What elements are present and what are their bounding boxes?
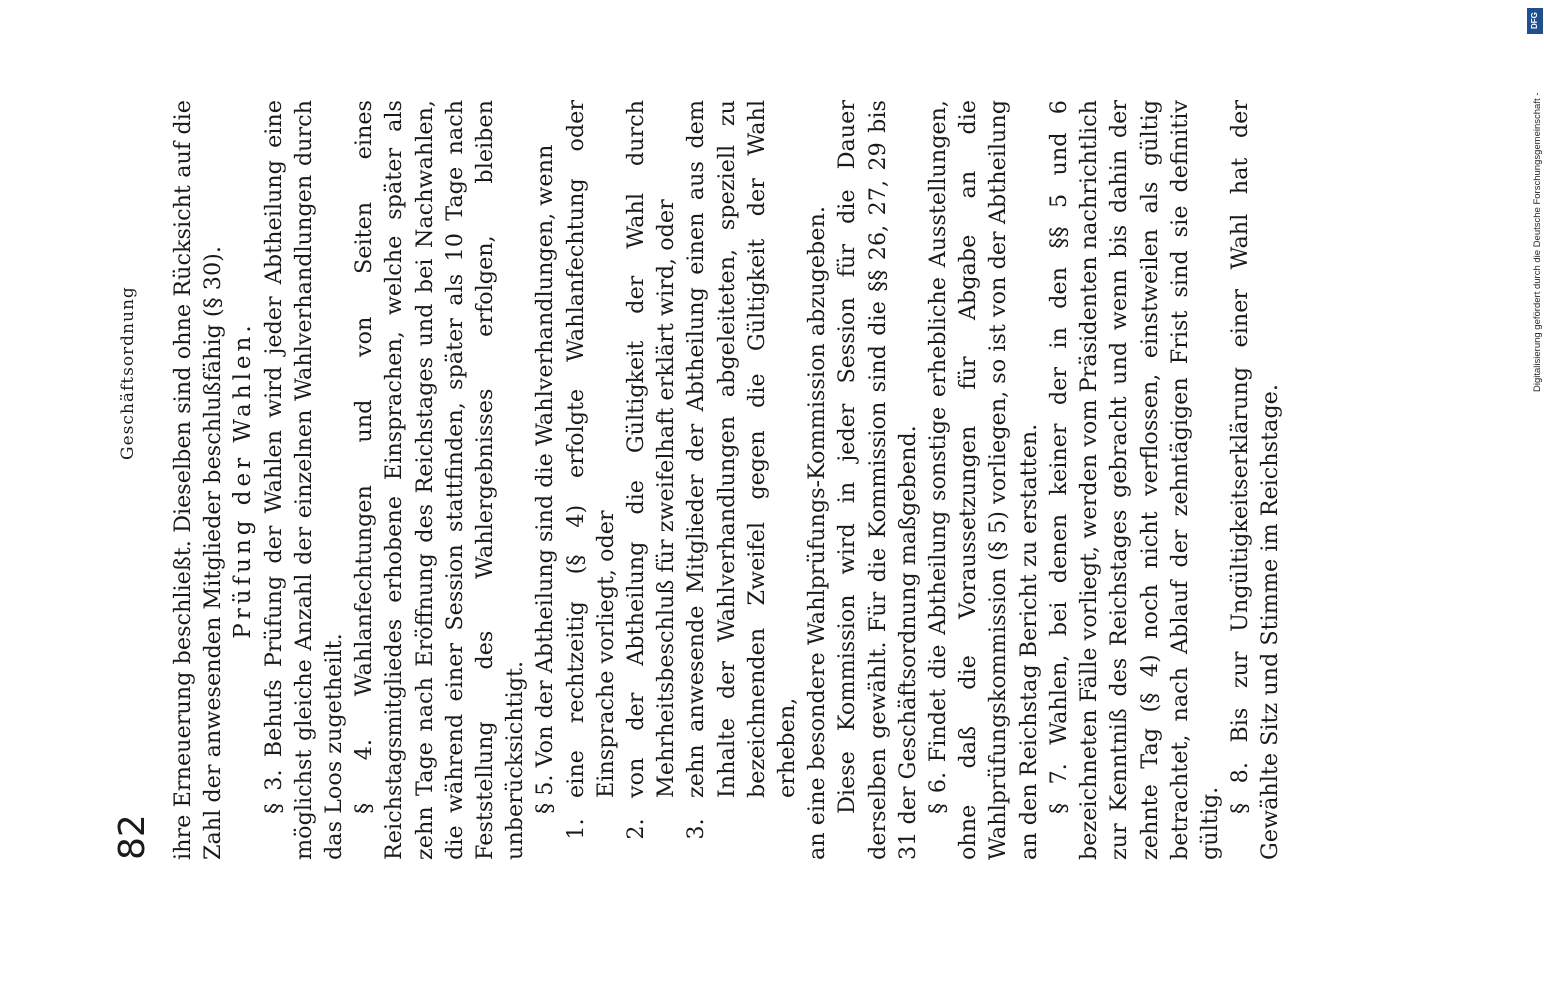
list-item-1 [561, 100, 621, 860]
paragraph-section-5: § 5. Von der Abtheilung sind die Wahlverhandlungen, wenn [532, 144, 559, 814]
body-text [168, 100, 1286, 860]
paragraph-section-6: § 6. Findet die Abtheilung sonstige erhebliche Ausstellungen, ohne daß die Voraussetzungen für Abgabe an die Wahlprüfungskommission (§ 5) vorliegen, so ist von der Abtheilung an den Reichstag Bericht zu erstatten. [925, 100, 1042, 860]
section-title: Prüfung der Wahlen. [230, 321, 257, 639]
page-header [112, 100, 156, 860]
paragraph-section-7: § 7. Wahlen, bei denen keiner der in den §§ 5 und 6 bezeichneten Fälle vorliegt, werden vom Präsidenten nachrichtlich zur Kenntniß des Reichstages gebracht und wenn bis dahin der zehnte Tag (§ 4) noch nicht verflossen, einstweilen als gültig betrachtet, nach Ablauf der zehntägigen Frist sind sie definitiv gültig. [1045, 100, 1223, 860]
paragraph-commission: Diese Kommission wird in jeder Session für die Dauer derselben gewählt. Für die Kommission sind die §§ 26, 27, 29 bis 31 der Geschäftsordnung maßgebend. [834, 100, 921, 860]
paragraph-1: ihre Erneuerung beschließt. Dieselben sind ohne Rücksicht auf die Zahl der anwesenden Mitglieder beschlußfähig (§ 30). [170, 100, 227, 860]
list-item-text: von der Abtheilung die Gültigkeit der Wahl durch Mehrheitsbeschluß für zweifelhaft erklärt wird, oder [623, 100, 680, 798]
list-item-text: eine rechtzeitig (§ 4) erfolgte Wahlanfechtung oder Einsprache vorliegt, oder [562, 100, 619, 798]
digitization-credit [1530, 8, 1544, 392]
paragraph-section-3: § 3. Behufs Prüfung der Wahlen wird jeder Abtheilung eine möglichst gleiche Anzahl der einzelnen Wahlverhandlungen durch das Loos zugetheilt. [260, 100, 348, 860]
running-head: Geschäftsordnung [118, 286, 138, 460]
credit-text: Digitalisierung gefördert durch die Deutsche Forschungsgemeinschaft - [1531, 92, 1543, 392]
list-item-2 [621, 100, 681, 860]
list-item-text: zehn anwesende Mitglieder der Abtheilung einen aus dem Inhalte der Wahlverhandlungen abgeleiteten, speziell zu bezeichnenden Zweifel gegen die Gültigkeit der Wahl erheben, [683, 100, 801, 798]
paragraph-section-4: § 4. Wahlanfechtungen und von Seiten eines Reichstagsmitgliedes erhobene Einsprachen, welche später als zehn Tage nach Eröffnung des Reichstages und bei Nachwahlen, die während einer Session stattfinden, später als 10 Tage nach Feststellung des Wahlergebnisses erfolgen, bleiben unberücksichtigt. [351, 100, 529, 860]
page-number: 82 [112, 814, 153, 860]
rotated-page-content [112, 100, 1402, 860]
paragraph-section-8: § 8. Bis zur Ungültigkeitserklärung einer Wahl hat der Gewählte Sitz und Stimme im Reichstage. [1227, 100, 1284, 860]
list-item-number: 3. [683, 818, 710, 840]
dfg-logo: DFG [1527, 8, 1543, 34]
list-item-number: 2. [623, 818, 650, 840]
list-item-3 [681, 100, 802, 860]
list-item-number: 1. [562, 818, 589, 840]
paragraph-commission-transfer: an eine besondere Wahlprüfungs-Kommission abzugeben. [804, 206, 831, 860]
